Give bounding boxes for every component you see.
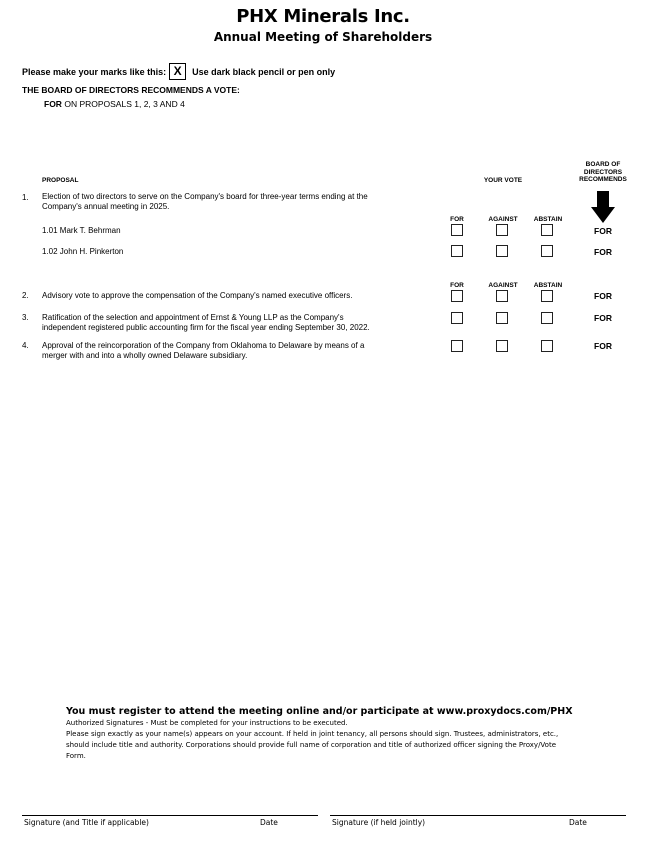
board-recommends-line-3: RECOMMENDS [579,176,627,183]
for-column-header-1: FOR [450,216,464,223]
document-title: PHX Minerals Inc. [236,6,410,27]
pencil-note: Use dark black pencil or pen only [192,66,336,77]
document-subtitle: Annual Meeting of Shareholders [213,30,433,44]
proposal-2-text: Advisory vote to approve the compensation of the Company's named executive officers. [42,291,353,300]
proposal-4-recommendation: FOR [594,341,612,351]
sign-instructions-line-3: Form. [66,752,86,760]
nominee-1-abstain-checkbox[interactable] [541,224,553,236]
board-sub-for: FOR [44,99,62,109]
proposal-1-text [42,192,368,212]
for-column-header-2: FOR [450,282,464,289]
proposal-2-recommendation: FOR [594,291,612,301]
mark-example-box: X [169,63,186,80]
proposal-4-for-checkbox[interactable] [451,340,463,352]
board-heading: THE BOARD OF DIRECTORS RECOMMENDS A VOTE: [22,85,240,95]
sign-instructions-line-2: should include title and authority. Corporations should provide full name of corporation and title of authorized officer signing the Proxy/Vote [66,741,557,749]
signature-1-label: Signature (and Title if applicable) [24,818,149,827]
proposal-4-against-checkbox[interactable] [496,340,508,352]
signature-line-1[interactable] [22,815,318,816]
down-arrow-icon [591,191,615,223]
board-recommends-line-1: BOARD OF [585,161,621,168]
date-1-label: Date [260,818,278,827]
proposal-3-abstain-checkbox[interactable] [541,312,553,324]
nominee-2-abstain-checkbox[interactable] [541,245,553,257]
your-vote-column-header: YOUR VOTE [483,177,523,184]
proposal-column-header: PROPOSAL [42,177,79,184]
against-column-header-2: AGAINST [488,282,518,289]
nominee-1-name: 1.01 Mark T. Behrman [42,226,121,235]
nominee-1-for-checkbox[interactable] [451,224,463,236]
board-recommends-line-2: DIRECTORS [583,168,623,176]
proposal-4-number: 4. [22,341,29,350]
proposal-3-for-checkbox[interactable] [451,312,463,324]
proposal-2-against-checkbox[interactable] [496,290,508,302]
marks-instruction [22,63,335,80]
abstain-column-header-1: ABSTAIN [533,216,563,223]
board-subheading [44,99,185,109]
board-sub-rest: ON PROPOSALS 1, 2, 3 AND 4 [64,99,185,109]
signature-2-label: Signature (if held jointly) [332,818,426,827]
nominee-1-against-checkbox[interactable] [496,224,508,236]
proposal-2-abstain-checkbox[interactable] [541,290,553,302]
sign-instructions-line-1: Please sign exactly as your name(s) appears on your account. If held in joint tenancy, all persons should sign. Trustees, administrators, etc., [66,730,559,738]
signature-line-2[interactable] [330,815,626,816]
proposal-3-against-checkbox[interactable] [496,312,508,324]
proposal-3-text-line-1: Ratification of the selection and appointment of Ernst & Young LLP as the Company's [42,313,344,322]
proposal-1-text-line-2: Company's annual meeting in 2025. [42,202,170,211]
proposal-1-text-line-1: Election of two directors to serve on the Company's board for three-year terms ending at the [42,192,368,201]
proposal-1-number: 1. [22,193,29,202]
nominee-2-name: 1.02 John H. Pinkerton [42,247,124,256]
proposal-3-recommendation: FOR [594,313,612,323]
nominee-2-against-checkbox[interactable] [496,245,508,257]
marks-label: Please make your marks like this: [22,66,167,77]
date-2-label: Date [569,818,587,827]
abstain-column-header-2: ABSTAIN [533,282,563,289]
register-notice: You must register to attend the meeting online and/or participate at www.proxydocs.com/PHX [66,706,573,717]
nominee-1-recommendation: FOR [594,226,612,236]
nominee-2-recommendation: FOR [594,247,612,257]
proposal-3-text-line-2: independent registered public accounting firm for the fiscal year ending September 30, 2022. [42,323,370,332]
proposal-2-for-checkbox[interactable] [451,290,463,302]
proposal-4-text [42,341,364,361]
proposal-3-number: 3. [22,313,29,322]
board-recommends-header [573,161,633,184]
proposal-4-text-line-2: merger with and into a wholly owned Delaware subsidiary. [42,351,248,360]
proposal-4-abstain-checkbox[interactable] [541,340,553,352]
proposal-3-text [42,313,370,333]
authorized-signatures-note: Authorized Signatures - Must be completed for your instructions to be executed. [66,719,348,727]
against-column-header-1: AGAINST [488,216,518,223]
proposal-2-number: 2. [22,291,29,300]
proposal-4-text-line-1: Approval of the reincorporation of the Company from Oklahoma to Delaware by means of a [42,341,365,350]
nominee-2-for-checkbox[interactable] [451,245,463,257]
